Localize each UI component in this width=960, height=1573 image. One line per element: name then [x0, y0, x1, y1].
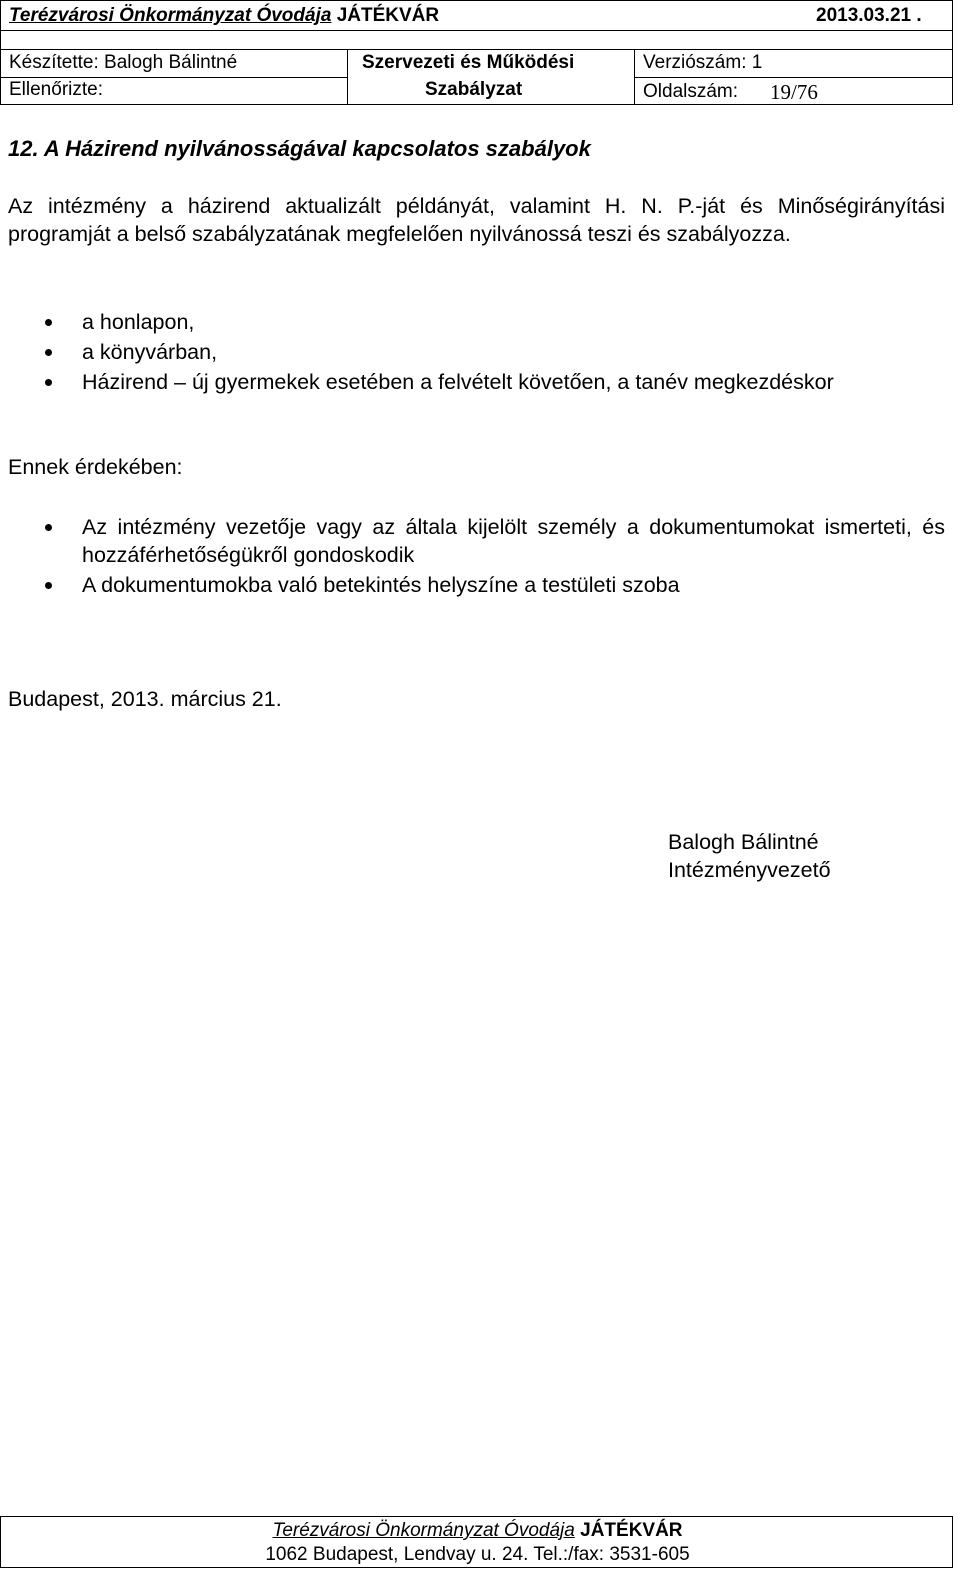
header-divider: [1, 30, 952, 31]
bullet-icon: [45, 319, 52, 326]
header-divider: [1, 77, 347, 78]
ennek-label: Ennek érdekében:: [8, 455, 183, 479]
bullet-icon: [45, 524, 52, 531]
footer-institution-name: JÁTÉKVÁR: [580, 1520, 683, 1541]
intro-paragraph: Az intézmény a házirend aktualizált példányát, valamint H. N. P.-ját és Minőségirányítási programját a belső szabályzatának megfelelően nyilvánossá teszi és szabályozza.: [8, 194, 945, 246]
footer-institution: Terézvárosi Önkormányzat Óvodája: [272, 1520, 575, 1541]
list-item: a könyvárban,: [82, 340, 218, 364]
header-institution: Terézvárosi Önkormányzat Óvodája: [9, 5, 332, 26]
header-checked-by: Ellenőrizte:: [9, 79, 103, 100]
footer-address: 1062 Budapest, Lendvay u. 24. Tel.:/fax: 3531-605: [265, 1544, 690, 1565]
list-item: Házirend – új gyermekek esetében a felvételt követően, a tanév megkezdéskor: [82, 370, 834, 394]
list-item: a honlapon,: [82, 310, 195, 334]
footer-institution-row: [1, 1520, 954, 1542]
section-heading: 12. A Házirend nyilvánosságával kapcsolatos szabályok: [8, 136, 591, 161]
header-doc-title-line1: Szervezeti és Működési: [362, 52, 575, 73]
header-page-number: 19/76: [770, 80, 818, 104]
header-doc-title-line2: Szabályzat: [425, 79, 523, 100]
document-header: [0, 0, 953, 105]
list-item: A dokumentumokba való betekintés helyszíne a testületi szoba: [82, 573, 680, 597]
header-version: Verziószám: 1: [643, 52, 763, 73]
list-item: Az intézmény vezetője vagy az általa kijelölt személy a dokumentumokat ismerteti, és hozzáférhetőségükről gondoskodik: [82, 515, 945, 567]
place-date: Budapest, 2013. március 21.: [8, 687, 282, 711]
header-institution-name: JÁTÉKVÁR: [336, 5, 440, 26]
document-footer: [0, 1516, 953, 1568]
signer-name: Balogh Bálintné: [668, 830, 819, 854]
header-column-divider: [347, 49, 348, 104]
header-institution-row: [9, 5, 439, 27]
header-divider: [1, 49, 952, 50]
signer-title: Intézményvezető: [668, 858, 831, 882]
bullet-icon: [45, 349, 52, 356]
header-prepared-by: Készítette: Balogh Bálintné: [9, 52, 238, 73]
bullet-icon: [45, 379, 52, 386]
header-page-label: Oldalszám:: [643, 81, 739, 102]
bullet-icon: [45, 582, 52, 589]
header-divider: [634, 77, 952, 78]
header-date: 2013.03.21 .: [816, 5, 922, 26]
